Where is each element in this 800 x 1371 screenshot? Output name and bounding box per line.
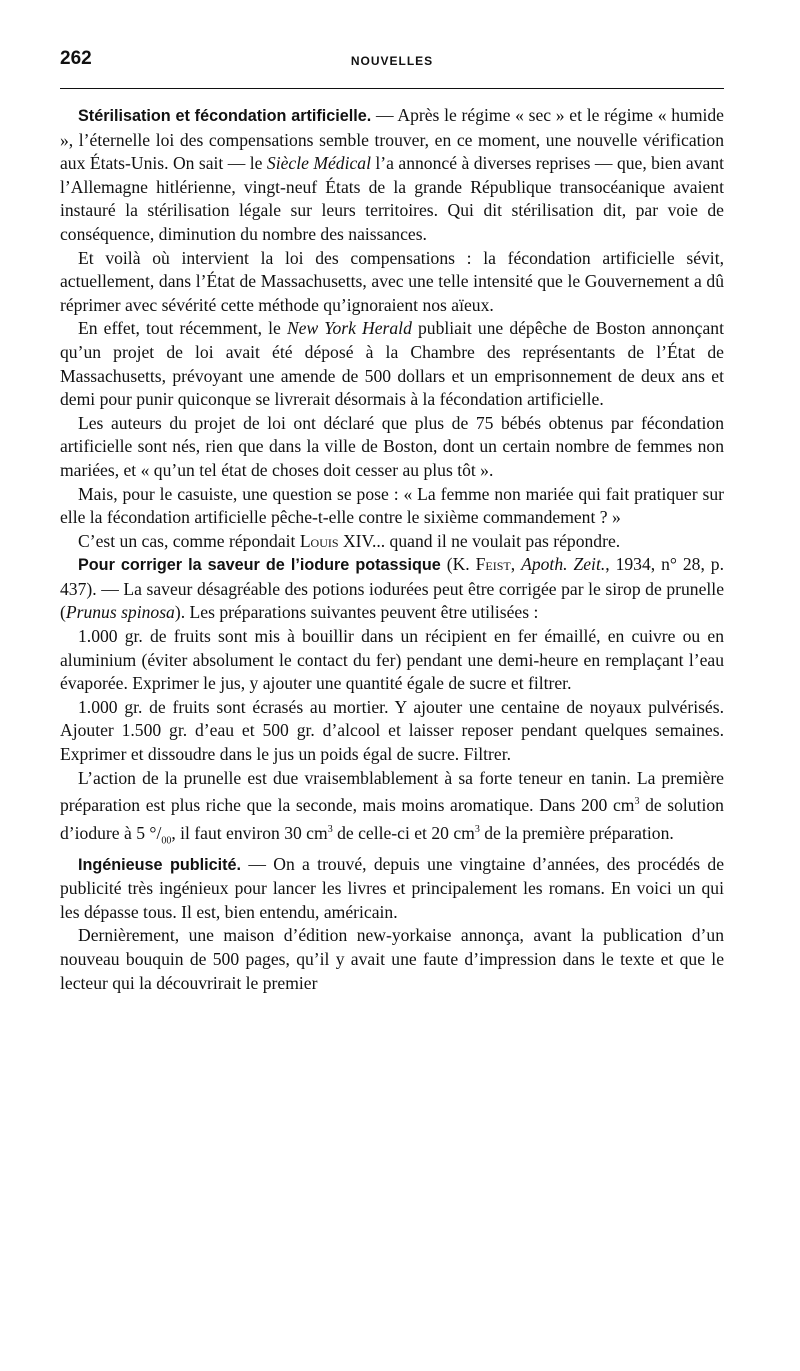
text-segment: 3 (474, 823, 480, 835)
text-segment: l’a annoncé à diverses reprises — que, bien avant l’Allemagne hitlérienne, vingt-neuf États de la grande République transocéanique avaient instauré la stérilisation légale sur leurs territoires. Qui dit stérilisation dit, par voie de conséquence, diminution du nombre des naissances. (60, 153, 725, 244)
article-sterilisation (60, 104, 724, 553)
text-segment: Prunus spinosa (65, 602, 175, 623)
article-paragraph (60, 530, 724, 554)
text-segment: (K. (440, 554, 476, 575)
article-paragraph (60, 104, 724, 247)
article-paragraph (60, 483, 724, 530)
text-segment: 00 (161, 835, 172, 847)
article-iodure (60, 553, 724, 852)
text-segment: publiait une dépêche de Boston annonçant qu’un projet de loi avait été déposé à la Chambre des représentants de l’État de Massachusetts, prévoyant une amende de 500 dollars et un emprisonnement de deux ans et demi pour punir quiconque se livrerait désormais à la fécondation artificielle. (60, 318, 724, 410)
text-segment: Et voilà où intervient la loi des compensations : la fécondation artificielle sévit, actuellement, dans l’État de Massachusetts, avec une telle intensité que le Gouvernement a dû réprimer avec sévérité cette méthode qu’ignoraient nos aïeux. (60, 247, 724, 315)
paragraph-text (60, 105, 724, 244)
text-segment: 1.000 gr. de fruits sont mis à bouillir dans un récipient en fer émaillé, en cuivre ou en aluminium (éviter absolument le contact du fer) pendant une demi-heure en remplaçant l’eau évaporée. Exprimer le jus, y ajouter une quantité égale de sucre et filtrer. (60, 626, 724, 694)
text-segment: Feist (475, 554, 511, 575)
header-rule (60, 88, 724, 89)
text-segment: — On a trouvé, depuis une vingtaine d’années, des procédés de publicité très ingénieux pour lancer les livres et principalement les romans. En voici un qui les dépasse tous. Il est, bien entendu, américain. (60, 853, 725, 922)
text-segment: de la première préparation. (479, 822, 674, 843)
text-segment: , il faut environ 30 cm (171, 822, 328, 843)
article-paragraph (60, 625, 724, 696)
text-segment: 1.000 gr. de fruits sont écrasés au mortier. Y ajouter une centaine de noyaux pulvérisés. Ajouter 1.500 gr. d’eau et 500 gr. d’alcool et laisser reposer pendant quelques semaines. Exprimer et dissoudre dans le jus un poids égal de sucre. Filtrer. (60, 696, 724, 765)
article-paragraph (60, 317, 724, 411)
text-segment: , (510, 554, 522, 575)
text-segment: 3 (634, 796, 640, 808)
text-segment: Dernièrement, une maison d’édition new-yorkaise annonça, avant la publication d’un nouveau bouquin de 500 pages, qu’il y avait une faute d’impression dans le texte et que le lecteur qui la découvrirait le premier (60, 925, 724, 993)
article-paragraph (60, 767, 724, 853)
text-segment: Siècle Médical (266, 153, 371, 174)
text-segment: de solution d’iodure à 5 °/ (60, 795, 724, 843)
text-segment: — Après le régime « sec » et le régime « humide », l’éternelle loi des compensations semble trouver, en ce moment, une nouvelle vérification aux États-Unis. On sait — le (60, 105, 724, 174)
running-title: NOUVELLES (350, 54, 434, 68)
article-paragraph (60, 924, 724, 995)
page-body (60, 104, 724, 995)
text-segment: Louis (299, 530, 339, 551)
text-segment: New York Herald (286, 318, 412, 339)
text-segment: Apoth. Zeit. (521, 554, 606, 575)
article-title: Stérilisation et fécondation artificielle. (78, 107, 372, 125)
page-header (60, 48, 724, 76)
article-title: Ingénieuse publicité. (78, 855, 242, 874)
article-title: Pour corriger la saveur de l’iodure potassique (78, 556, 441, 575)
text-segment: Mais, pour le casuiste, une question se pose : « La femme non mariée qui fait pratiquer sur elle la fécondation artificielle pêche-t-elle contre le sixième commandement ? » (60, 483, 724, 528)
text-segment: , 1934, n° 28, p. 437). — La saveur désagréable des potions iodurées peut être corrigée par le sirop de prunelle ( (60, 554, 724, 623)
text-segment: XIV... quand il ne voulait pas répondre. (338, 530, 621, 551)
text-segment: En effet, tout récemment, le (78, 318, 287, 339)
article-paragraph (60, 553, 724, 625)
text-segment: C’est un cas, comme répondait (78, 530, 300, 551)
text-segment: 3 (327, 823, 333, 835)
text-segment: ). Les préparations suivantes peuvent être utilisées : (174, 602, 539, 623)
text-segment: L’action de la prunelle est due vraisemblablement à sa forte teneur en tanin. La première préparation est plus riche que la seconde, mais moins aromatique. Dans 200 cm (60, 767, 724, 816)
article-paragraph (60, 853, 724, 925)
article-paragraph (60, 247, 724, 318)
page-number: 262 (60, 48, 92, 69)
article-paragraph (60, 696, 724, 767)
text-segment: de celle-ci et 20 cm (332, 822, 475, 843)
article-paragraph (60, 412, 724, 483)
text-segment: Les auteurs du projet de loi ont déclaré que plus de 75 bébés obtenus par fécondation artificielle sont nés, rien que dans la ville de Boston, dont un certain nombre de femmes non mariées, et « qu’un tel état de choses doit cesser au plus tôt ». (60, 412, 724, 480)
article-publicite (60, 853, 724, 996)
